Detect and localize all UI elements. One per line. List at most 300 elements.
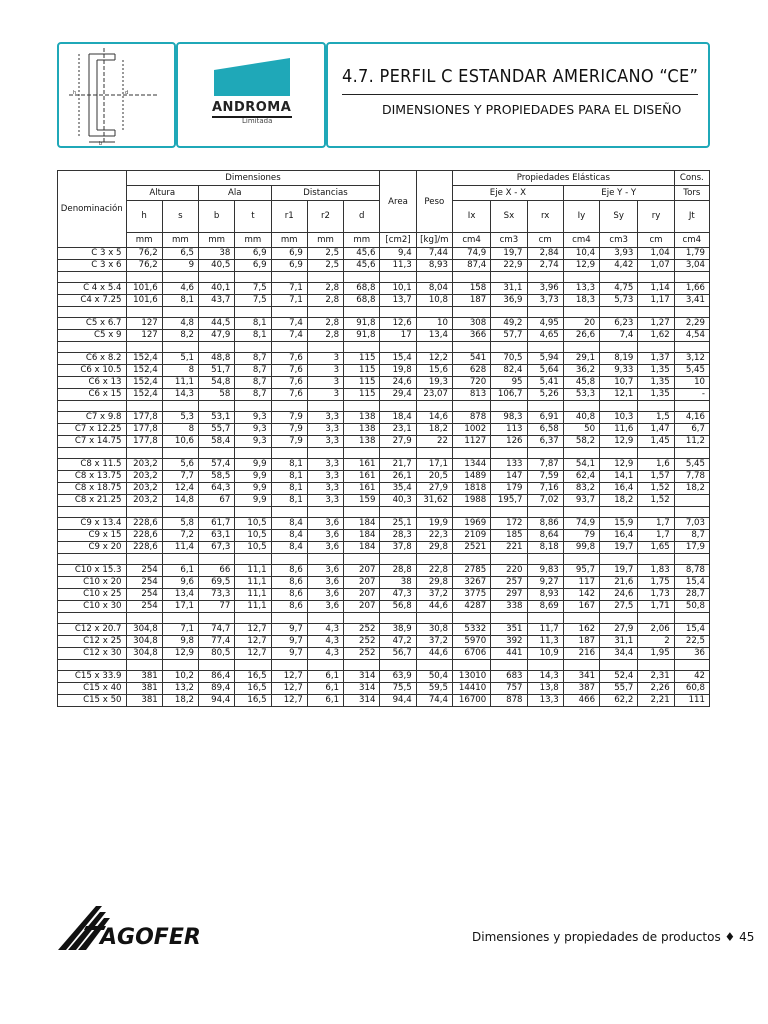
value-cell: 58,4 xyxy=(199,436,235,448)
value-cell: 7,5 xyxy=(235,295,271,307)
value-cell: 1,27 xyxy=(638,318,674,330)
value-cell: 1,14 xyxy=(638,283,674,295)
value-cell: 1,35 xyxy=(638,365,674,377)
value-cell: 11,4 xyxy=(162,542,198,554)
value-cell: 8 xyxy=(162,424,198,436)
value-cell: 16700 xyxy=(452,695,490,707)
value-cell: 3,6 xyxy=(307,565,343,577)
value-cell: 1969 xyxy=(452,518,490,530)
sym-r1: r1 xyxy=(271,201,307,233)
value-cell: 2,84 xyxy=(527,248,563,260)
value-cell: 80,5 xyxy=(199,648,235,660)
table-row xyxy=(58,318,710,330)
profile-name-cell: C6 x 15 xyxy=(58,389,127,401)
value-cell: 5,45 xyxy=(674,459,709,471)
unit-ix: cm4 xyxy=(452,233,490,248)
col-peso: Peso xyxy=(416,171,452,233)
value-cell: 304,8 xyxy=(126,648,162,660)
value-cell: 59,5 xyxy=(416,683,452,695)
value-cell: 34,4 xyxy=(600,648,638,660)
value-cell: 11,1 xyxy=(162,377,198,389)
value-cell: 19,7 xyxy=(600,542,638,554)
value-cell: 813 xyxy=(452,389,490,401)
value-cell: 13,8 xyxy=(527,683,563,695)
value-cell: 381 xyxy=(126,683,162,695)
value-cell: 31,1 xyxy=(491,283,527,295)
sym-sy: Sy xyxy=(600,201,638,233)
value-cell: 11,7 xyxy=(527,624,563,636)
value-cell: 187 xyxy=(452,295,490,307)
value-cell: 106,7 xyxy=(491,389,527,401)
value-cell: 1127 xyxy=(452,436,490,448)
unit-h: mm xyxy=(126,233,162,248)
value-cell: 1,95 xyxy=(638,648,674,660)
value-cell: 17,1 xyxy=(162,601,198,613)
value-cell: 1988 xyxy=(452,495,490,507)
value-cell: 20 xyxy=(563,318,599,330)
value-cell: 69,5 xyxy=(199,577,235,589)
value-cell: 76,2 xyxy=(126,260,162,272)
value-cell: 152,4 xyxy=(126,389,162,401)
value-cell: 76,2 xyxy=(126,248,162,260)
value-cell: 10,9 xyxy=(527,648,563,660)
value-cell: 21,7 xyxy=(380,459,416,471)
value-cell: 6,91 xyxy=(527,412,563,424)
footer-brand: AGOFER xyxy=(100,925,201,950)
value-cell: 387 xyxy=(563,683,599,695)
value-cell: 216 xyxy=(563,648,599,660)
unit-area: [cm2] xyxy=(380,233,416,248)
value-cell: 28,7 xyxy=(674,589,709,601)
value-cell: 8,7 xyxy=(235,365,271,377)
value-cell: 338 xyxy=(491,601,527,613)
value-cell: 9,9 xyxy=(235,459,271,471)
value-cell: 95 xyxy=(491,377,527,389)
value-cell: 9,7 xyxy=(271,648,307,660)
value-cell: 37,2 xyxy=(416,636,452,648)
value-cell: 36,2 xyxy=(563,365,599,377)
value-cell: 1344 xyxy=(452,459,490,471)
value-cell: 341 xyxy=(563,671,599,683)
value-cell: 7,4 xyxy=(271,318,307,330)
value-cell: 158 xyxy=(452,283,490,295)
value-cell: 45,8 xyxy=(563,377,599,389)
value-cell: 11,1 xyxy=(235,565,271,577)
value-cell: 14,6 xyxy=(416,412,452,424)
unit-ry: cm xyxy=(638,233,674,248)
value-cell: 381 xyxy=(126,671,162,683)
value-cell: 297 xyxy=(491,589,527,601)
value-cell: 43,7 xyxy=(199,295,235,307)
table-row xyxy=(58,601,710,613)
value-cell: 14,3 xyxy=(527,671,563,683)
value-cell: 36 xyxy=(674,648,709,660)
value-cell: 7,03 xyxy=(674,518,709,530)
value-cell: 3267 xyxy=(452,577,490,589)
group-cons: Cons. xyxy=(674,171,709,186)
value-cell: 63,1 xyxy=(199,530,235,542)
value-cell: 195,7 xyxy=(491,495,527,507)
value-cell: 77 xyxy=(199,601,235,613)
value-cell: 37,2 xyxy=(416,589,452,601)
value-cell: 8,86 xyxy=(527,518,563,530)
value-cell: 127 xyxy=(126,330,162,342)
value-cell: 50,8 xyxy=(674,601,709,613)
footer-page-label: Dimensiones y propiedades de productos ♦ 45 xyxy=(472,930,755,944)
sub-eje-y: Eje Y - Y xyxy=(563,186,674,201)
value-cell: 1,79 xyxy=(674,248,709,260)
value-cell: 184 xyxy=(344,518,380,530)
value-cell: 466 xyxy=(563,695,599,707)
value-cell: 878 xyxy=(452,412,490,424)
unit-r2: mm xyxy=(307,233,343,248)
table-row xyxy=(58,542,710,554)
value-cell: 6,5 xyxy=(162,248,198,260)
value-cell: 185 xyxy=(491,530,527,542)
value-cell: 187 xyxy=(563,636,599,648)
value-cell: 4,42 xyxy=(600,260,638,272)
value-cell: 15,4 xyxy=(674,577,709,589)
table-row xyxy=(58,565,710,577)
profile-name-cell: C15 x 40 xyxy=(58,683,127,695)
value-cell: 2,21 xyxy=(638,695,674,707)
value-cell: 3,3 xyxy=(307,412,343,424)
value-cell: 257 xyxy=(491,577,527,589)
title-divider xyxy=(342,94,698,95)
value-cell: 7,1 xyxy=(271,283,307,295)
value-cell: 10 xyxy=(416,318,452,330)
value-cell: 228,6 xyxy=(126,542,162,554)
value-cell: 22,9 xyxy=(491,260,527,272)
value-cell: 254 xyxy=(126,589,162,601)
value-cell: 26,6 xyxy=(563,330,599,342)
sym-r2: r2 xyxy=(307,201,343,233)
value-cell: 70,5 xyxy=(491,353,527,365)
value-cell: 16,5 xyxy=(235,683,271,695)
table-row xyxy=(58,471,710,483)
value-cell: 9,33 xyxy=(600,365,638,377)
value-cell: - xyxy=(674,389,709,401)
value-cell: 47,3 xyxy=(380,589,416,601)
value-cell: 22 xyxy=(416,436,452,448)
profile-name-cell: C12 x 30 xyxy=(58,648,127,660)
value-cell: 3775 xyxy=(452,589,490,601)
value-cell: 5,6 xyxy=(162,459,198,471)
value-cell: 23,1 xyxy=(380,424,416,436)
value-cell: 8,4 xyxy=(271,542,307,554)
value-cell: 138 xyxy=(344,412,380,424)
value-cell: 11,3 xyxy=(527,636,563,648)
table-row xyxy=(58,624,710,636)
value-cell: 7,59 xyxy=(527,471,563,483)
value-cell: 7,9 xyxy=(271,436,307,448)
value-cell: 57,7 xyxy=(491,330,527,342)
value-cell: 5,26 xyxy=(527,389,563,401)
value-cell: 63,9 xyxy=(380,671,416,683)
value-cell: 6,1 xyxy=(307,671,343,683)
value-cell: 68,8 xyxy=(344,283,380,295)
value-cell: 4,3 xyxy=(307,624,343,636)
value-cell: 8,7 xyxy=(235,353,271,365)
value-cell: 8,64 xyxy=(527,530,563,542)
value-cell: 15,9 xyxy=(600,518,638,530)
value-cell: 28,8 xyxy=(380,565,416,577)
value-cell: 6,9 xyxy=(235,248,271,260)
value-cell: 29,8 xyxy=(416,542,452,554)
sub-ala: Ala xyxy=(199,186,272,201)
value-cell: 4,65 xyxy=(527,330,563,342)
sym-b: b xyxy=(199,201,235,233)
profile-name-cell: C8 x 13.75 xyxy=(58,471,127,483)
value-cell: 8,93 xyxy=(527,589,563,601)
value-cell: 7,1 xyxy=(162,624,198,636)
sym-s: s xyxy=(162,201,198,233)
value-cell: 9,9 xyxy=(235,471,271,483)
value-cell: 1,04 xyxy=(638,248,674,260)
value-cell: 29,8 xyxy=(416,577,452,589)
value-cell: 2785 xyxy=(452,565,490,577)
sym-h: h xyxy=(126,201,162,233)
profile-name-cell: C6 x 13 xyxy=(58,377,127,389)
value-cell: 29,1 xyxy=(563,353,599,365)
value-cell: 2,8 xyxy=(307,318,343,330)
value-cell: 10,3 xyxy=(600,412,638,424)
value-cell: 24,6 xyxy=(380,377,416,389)
value-cell: 18,2 xyxy=(416,424,452,436)
page-subtitle: DIMENSIONES Y PROPIEDADES PARA EL DISEÑO xyxy=(382,102,682,117)
value-cell: 24,6 xyxy=(600,589,638,601)
value-cell: 10,5 xyxy=(235,518,271,530)
value-cell: 207 xyxy=(344,601,380,613)
value-cell: 7,7 xyxy=(162,471,198,483)
value-cell: 252 xyxy=(344,648,380,660)
value-cell: 35,4 xyxy=(380,483,416,495)
profile-name-cell: C15 x 50 xyxy=(58,695,127,707)
profile-name-cell: C9 x 13.4 xyxy=(58,518,127,530)
value-cell: 61,7 xyxy=(199,518,235,530)
value-cell: 1,35 xyxy=(638,389,674,401)
value-cell: 9,27 xyxy=(527,577,563,589)
profile-name-cell: C6 x 8.2 xyxy=(58,353,127,365)
value-cell: 5,64 xyxy=(527,365,563,377)
value-cell: 1,47 xyxy=(638,424,674,436)
profile-name-cell: C9 x 20 xyxy=(58,542,127,554)
value-cell: 10,7 xyxy=(600,377,638,389)
value-cell: 11,1 xyxy=(235,601,271,613)
value-cell: 177,8 xyxy=(126,436,162,448)
value-cell: 9,3 xyxy=(235,412,271,424)
value-cell: 3,73 xyxy=(527,295,563,307)
value-cell: 4,75 xyxy=(600,283,638,295)
table-row xyxy=(58,260,710,272)
properties-table xyxy=(57,170,710,707)
sym-iy: Iy xyxy=(563,201,599,233)
value-cell: 36,9 xyxy=(491,295,527,307)
value-cell: 18,4 xyxy=(380,412,416,424)
value-cell: 21,6 xyxy=(600,577,638,589)
value-cell: 4,3 xyxy=(307,636,343,648)
value-cell: 314 xyxy=(344,683,380,695)
value-cell: 7,5 xyxy=(235,283,271,295)
value-cell: 7,6 xyxy=(271,377,307,389)
value-cell: 9,3 xyxy=(235,436,271,448)
value-cell: 541 xyxy=(452,353,490,365)
value-cell: 74,7 xyxy=(199,624,235,636)
value-cell: 99,8 xyxy=(563,542,599,554)
value-cell: 27,5 xyxy=(600,601,638,613)
value-cell: 58 xyxy=(199,389,235,401)
value-cell: 228,6 xyxy=(126,518,162,530)
value-cell: 9,8 xyxy=(162,636,198,648)
value-cell: 203,2 xyxy=(126,459,162,471)
value-cell: 6706 xyxy=(452,648,490,660)
value-cell: 757 xyxy=(491,683,527,695)
value-cell: 304,8 xyxy=(126,636,162,648)
value-cell: 50 xyxy=(563,424,599,436)
value-cell: 91,8 xyxy=(344,318,380,330)
value-cell: 62,4 xyxy=(563,471,599,483)
table-row xyxy=(58,671,710,683)
unit-b: mm xyxy=(199,233,235,248)
value-cell: 89,4 xyxy=(199,683,235,695)
value-cell: 3,93 xyxy=(600,248,638,260)
value-cell: 1,37 xyxy=(638,353,674,365)
value-cell: 7,6 xyxy=(271,353,307,365)
value-cell: 74,4 xyxy=(416,695,452,707)
value-cell: 5,3 xyxy=(162,412,198,424)
value-cell: 13,2 xyxy=(162,683,198,695)
value-cell: 10,6 xyxy=(162,436,198,448)
value-cell: 4,3 xyxy=(307,648,343,660)
value-cell: 8,04 xyxy=(416,283,452,295)
value-cell: 18,2 xyxy=(674,483,709,495)
value-cell: 62,2 xyxy=(600,695,638,707)
value-cell: 5332 xyxy=(452,624,490,636)
value-cell: 20,5 xyxy=(416,471,452,483)
value-cell: 8,69 xyxy=(527,601,563,613)
value-cell: 11,6 xyxy=(600,424,638,436)
value-cell: 5,41 xyxy=(527,377,563,389)
value-cell: 12,7 xyxy=(235,648,271,660)
value-cell: 7,9 xyxy=(271,424,307,436)
value-cell: 8,1 xyxy=(235,330,271,342)
value-cell: 3 xyxy=(307,365,343,377)
value-cell: 27,9 xyxy=(600,624,638,636)
value-cell: 15,4 xyxy=(380,353,416,365)
value-cell: 7,87 xyxy=(527,459,563,471)
group-spacer xyxy=(58,401,710,412)
value-cell: 1,6 xyxy=(638,459,674,471)
value-cell: 22,5 xyxy=(674,636,709,648)
value-cell: 27,9 xyxy=(416,483,452,495)
value-cell: 58,2 xyxy=(563,436,599,448)
value-cell: 152,4 xyxy=(126,353,162,365)
table-row xyxy=(58,577,710,589)
value-cell: 159 xyxy=(344,495,380,507)
table-row xyxy=(58,459,710,471)
value-cell: 11,3 xyxy=(380,260,416,272)
value-cell: 12,7 xyxy=(271,671,307,683)
value-cell: 115 xyxy=(344,365,380,377)
value-cell: 162 xyxy=(563,624,599,636)
value-cell: 1,73 xyxy=(638,589,674,601)
value-cell: 203,2 xyxy=(126,495,162,507)
value-cell: 9,4 xyxy=(380,248,416,260)
value-cell: 8,6 xyxy=(271,577,307,589)
value-cell: 58,5 xyxy=(199,471,235,483)
value-cell: 3 xyxy=(307,353,343,365)
value-cell: 3,3 xyxy=(307,495,343,507)
group-dimensiones: Dimensiones xyxy=(126,171,380,186)
value-cell: 11,1 xyxy=(235,577,271,589)
value-cell: 720 xyxy=(452,377,490,389)
table-row xyxy=(58,365,710,377)
value-cell: 8,1 xyxy=(271,459,307,471)
value-cell: 2,8 xyxy=(307,295,343,307)
value-cell: 54,1 xyxy=(563,459,599,471)
value-cell: 16,4 xyxy=(600,483,638,495)
value-cell: 3,6 xyxy=(307,530,343,542)
group-spacer xyxy=(58,342,710,353)
value-cell: 10,1 xyxy=(380,283,416,295)
profile-name-cell: C8 x 11.5 xyxy=(58,459,127,471)
value-cell: 254 xyxy=(126,577,162,589)
value-cell: 8,93 xyxy=(416,260,452,272)
value-cell: 7,1 xyxy=(271,295,307,307)
value-cell: 17,1 xyxy=(416,459,452,471)
unit-iy: cm4 xyxy=(563,233,599,248)
value-cell: 12,9 xyxy=(600,459,638,471)
value-cell: 3,3 xyxy=(307,436,343,448)
value-cell: 10,2 xyxy=(162,671,198,683)
value-cell: 19,9 xyxy=(416,518,452,530)
value-cell: 101,6 xyxy=(126,295,162,307)
value-cell: 3,3 xyxy=(307,483,343,495)
value-cell: 12,4 xyxy=(162,483,198,495)
value-cell: 138 xyxy=(344,436,380,448)
value-cell: 184 xyxy=(344,530,380,542)
value-cell: 6,23 xyxy=(600,318,638,330)
value-cell: 2,74 xyxy=(527,260,563,272)
value-cell: 9,7 xyxy=(271,624,307,636)
value-cell: 1,7 xyxy=(638,530,674,542)
value-cell: 49,2 xyxy=(491,318,527,330)
value-cell: 40,1 xyxy=(199,283,235,295)
value-cell: 22,3 xyxy=(416,530,452,542)
value-cell: 6,1 xyxy=(307,683,343,695)
profile-name-cell: C6 x 10.5 xyxy=(58,365,127,377)
value-cell: 13,4 xyxy=(416,330,452,342)
value-cell: 5,1 xyxy=(162,353,198,365)
value-cell: 14,8 xyxy=(162,495,198,507)
value-cell: 11,2 xyxy=(674,436,709,448)
col-denominacion: Denominación xyxy=(58,171,127,248)
value-cell: 6,58 xyxy=(527,424,563,436)
value-cell: 1,62 xyxy=(638,330,674,342)
value-cell: 228,6 xyxy=(126,530,162,542)
value-cell: 15,6 xyxy=(416,365,452,377)
table-row xyxy=(58,330,710,342)
value-cell: 1,52 xyxy=(638,483,674,495)
value-cell: 1002 xyxy=(452,424,490,436)
value-cell: 15,4 xyxy=(674,624,709,636)
sub-eje-x: Eje X - X xyxy=(452,186,563,201)
value-cell: 9,3 xyxy=(235,424,271,436)
agofer-logo xyxy=(56,902,206,958)
value-cell: 2,06 xyxy=(638,624,674,636)
value-cell: 12,7 xyxy=(271,695,307,707)
value-cell: 23,07 xyxy=(416,389,452,401)
